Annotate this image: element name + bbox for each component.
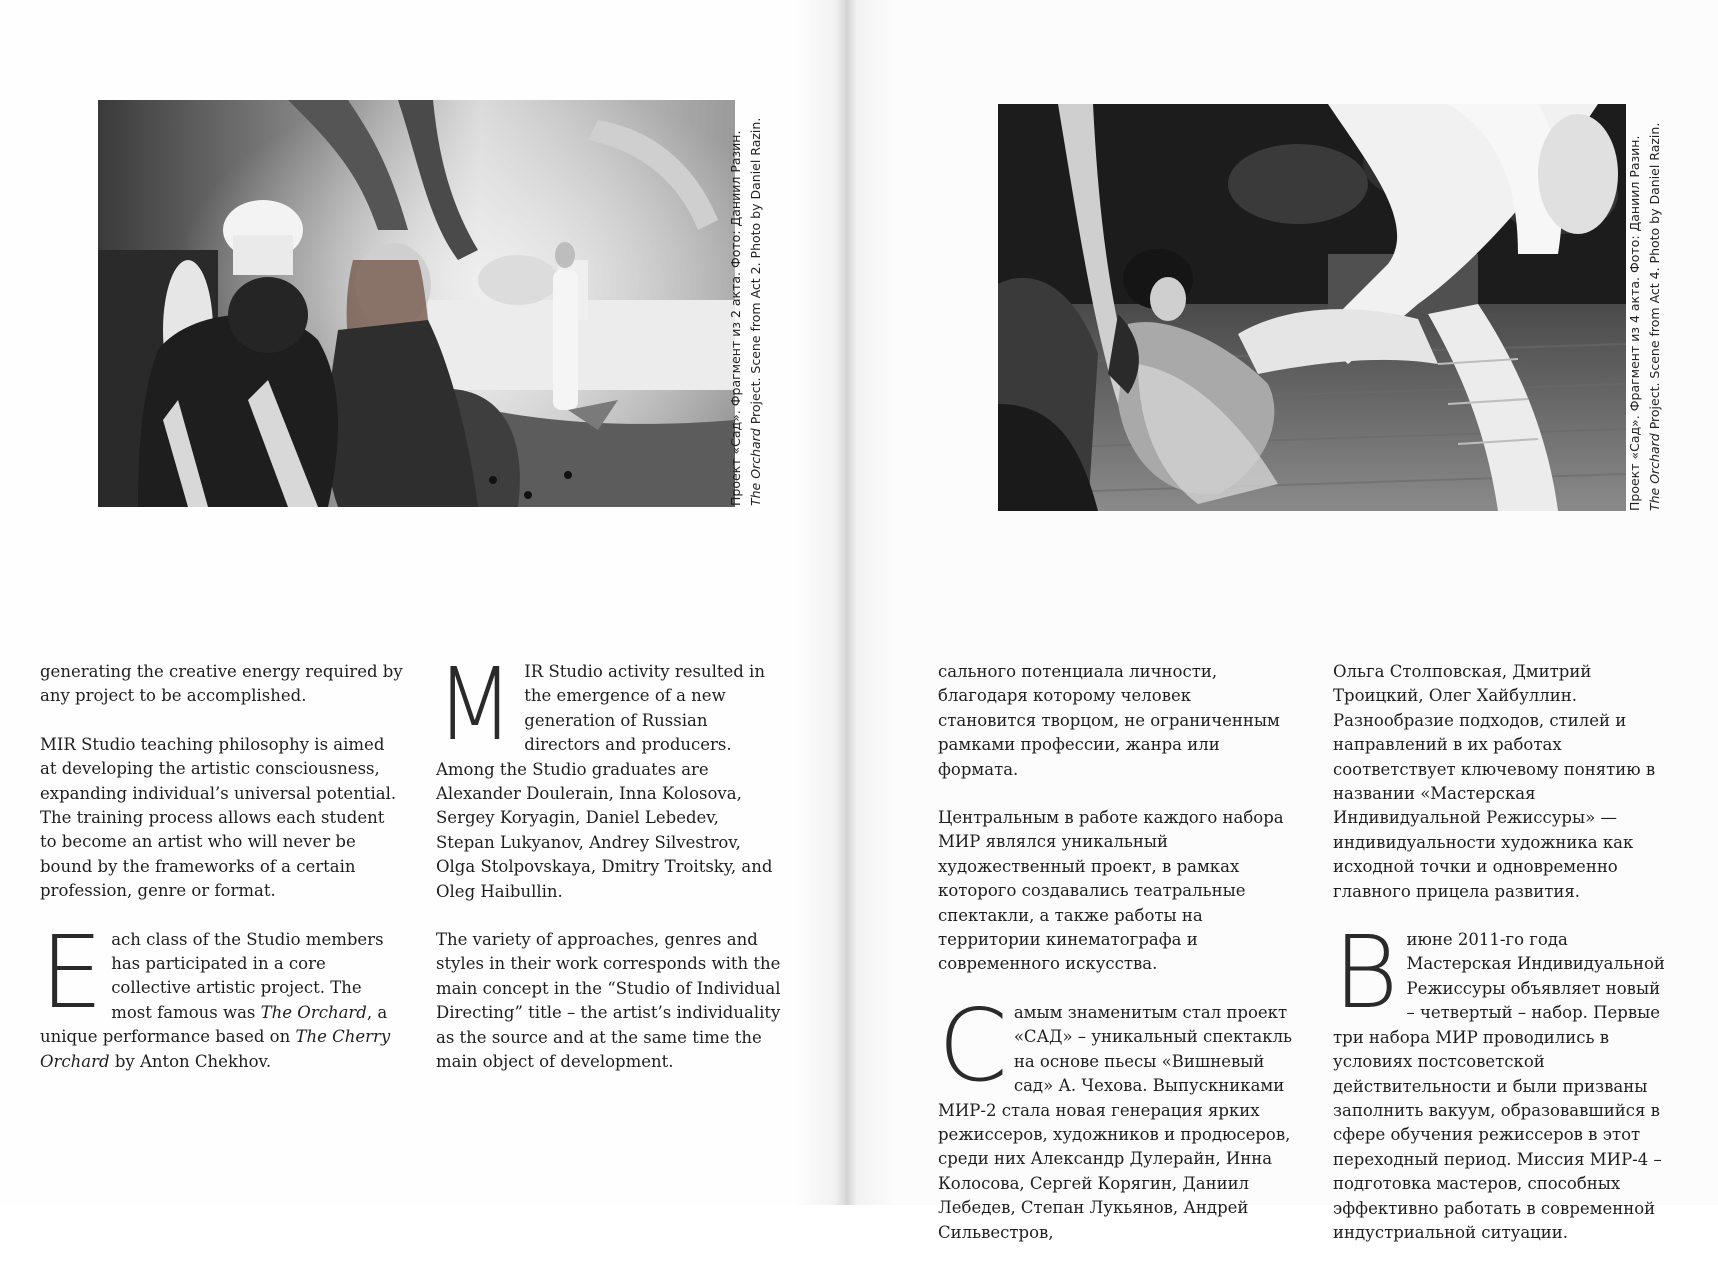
paragraph: The variety of approaches, genres and styles in their work corresponds with the main concept in the “Studio of Individual Directing” title – the artist’s individuality as the source and at the same time the main object of development.: [436, 930, 781, 1072]
paragraph-with-dropcap: [1333, 914, 1673, 1245]
caption-act-2-en: [746, 100, 766, 506]
drop-cap: В: [1333, 914, 1399, 1032]
paragraph-text: ach class of the Studio members has participated in a core collective artistic project. The most famous was: [111, 929, 384, 1022]
paragraph-text: амым знаменитым стал проект «САД» – уникальный спектакль на основе пьесы «Вишневый сад» А. Чехова. Выпускниками МИР-2 стала новая генерация ярких режиссеров, художников и продюсеров, среди них Александр Дулерайн, Инна Колосова, Сергей Корягин, Даниил Лебедев, Степан Лукьянов, Андрей Сильвестров,: [938, 1002, 1293, 1242]
photo-act-4: [998, 104, 1626, 511]
paragraph: Центральным в работе каждого набора МИР являлся уникальный художественный проект, в рамках которого создавались театральные спектакли, а также работы на территории кинематографа и современного искусства.: [938, 808, 1284, 974]
paragraph-text: , a unique performance based on: [40, 1002, 388, 1047]
caption-act-2-ru: Проект «Сад». Фрагмент из 2 акта. Фото: Даниил Разин.: [728, 130, 743, 506]
caption-act-2: [726, 100, 770, 506]
text-column-4: [1333, 660, 1673, 1269]
paragraph-text: июне 2011-го года Мастерская Индивидуальной Режиссуры объявляет новый – четвертый – набор. Первые три набора МИР проводились в условиях постсоветской действительности и были призваны заполнить вакуум, образовавшийся в сфере обучения режиссеров в этот переходный период. Миссия МИР-4 – подготовка мастеров, способных эффективно работать в современной индустриальной ситуации.: [1333, 930, 1665, 1242]
drop-cap: E: [40, 913, 104, 1031]
caption-act-4-en: [1645, 104, 1665, 511]
photo-act-2: [98, 100, 735, 507]
text-column-2: [436, 646, 781, 1099]
text-column-3: [938, 660, 1293, 1269]
title-italic: The Cherry Orchard: [40, 1027, 391, 1071]
paragraph-text: IR Studio activity resulted in the emergence of a new generation of Russian directors and producers. Among the Studio graduates are Alexander Doulerain, Inna Kolosova, Sergey Koryagin, Daniel Lebedev, Stepan Lukyanov, Andrey Silvestrov, Olga Stolpovskaya, Dmitry Troitsky, and Oleg Haibullin.: [436, 662, 773, 901]
caption-act-4-ru: Проект «Сад». Фрагмент из 4 акта. Фото: Даниил Разин.: [1627, 135, 1642, 511]
caption-act-4-title: The Orchard: [1647, 433, 1662, 511]
text-column-1: [40, 660, 405, 1098]
paragraph-text: by Anton Chekhov.: [109, 1051, 272, 1071]
paragraph: Ольга Столповская, Дмитрий Троицкий, Олег Хайбуллин. Разнообразие подходов, стилей и направлений в их работах соответствует ключевому понятию в названии «Мастерская Индивидуальной Режиссуры» — индивидуальности художника как исходной точки и одновременно главного прицела развития.: [1333, 662, 1656, 901]
caption-act-2-en-rest: Project. Scene from Act 2. Photo by Daniel Razin.: [748, 117, 763, 429]
caption-act-4-en-rest: Project. Scene from Act 4. Photo by Daniel Razin.: [1647, 122, 1662, 434]
paragraph: MIR Studio teaching philosophy is aimed at developing the artistic consciousness, expanding individual’s universal potential. The training process allows each student to become an artist who will never be bound by the frameworks of a certain profession, genre or format.: [40, 734, 397, 901]
paragraph: generating the creative energy required by any project to be accomplished.: [40, 662, 403, 706]
paragraph: сального потенциала личности, благодаря которому человек становится творцом, не ограниченным рамками профессии, жанра или формата.: [938, 662, 1280, 779]
caption-act-2-title: The Orchard: [748, 428, 763, 506]
drop-cap: С: [938, 986, 1008, 1104]
paragraph-with-dropcap: [40, 913, 405, 1074]
drop-cap: M: [436, 646, 514, 763]
paragraph-with-dropcap: [436, 646, 781, 904]
paragraph-with-dropcap: [938, 986, 1293, 1245]
title-italic: The Orchard: [260, 1002, 367, 1022]
caption-act-4: [1625, 104, 1669, 511]
